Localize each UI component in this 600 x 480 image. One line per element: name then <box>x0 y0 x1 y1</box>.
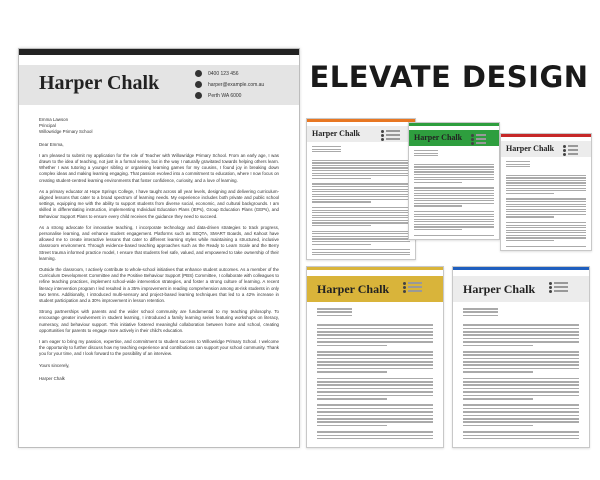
text-line <box>506 246 586 247</box>
text-line <box>317 431 433 433</box>
text-line <box>312 233 410 234</box>
text-line <box>317 328 433 330</box>
text-line <box>463 361 579 363</box>
text-line <box>506 175 586 176</box>
text-line <box>506 206 586 207</box>
text-line <box>463 431 579 433</box>
text-line <box>506 216 554 217</box>
text-line <box>414 153 438 154</box>
text-line <box>317 384 433 386</box>
paragraph: Outside the classroom, I actively contribute to whole-school initiatives that enhance student outcomes. As a member of the Curriculum Development Committee and the Positive Behaviour Support (PBS) Committee, I collaborate with colleagues to refine teaching practices, implement school-wide intervention strategies, and foster a strong culture of learning. A recent literacy intervention program I led resulted in a 35% improvement in reading comprehension among at-risk students in only two terms. Additionally, I introduced multi-sensory and project-based learning techniques that led to a 42% increase in student participation and a 30% improvement in lesson retention. <box>39 267 279 304</box>
text-line <box>317 435 433 437</box>
thumbnail-text <box>453 302 589 447</box>
thumbnail-text <box>501 157 591 251</box>
text-line <box>312 178 371 179</box>
text-line <box>463 351 579 353</box>
text-line <box>463 415 579 417</box>
text-line <box>463 368 579 370</box>
text-line <box>312 254 410 255</box>
recipient-block <box>39 117 279 136</box>
letter-header <box>19 65 299 105</box>
thumbnail-name: Harper Chalk <box>317 282 390 296</box>
text-line <box>317 378 433 380</box>
text-line <box>312 238 410 239</box>
text-line <box>506 211 586 212</box>
letter-top-bar <box>19 49 299 55</box>
text-line <box>463 324 579 326</box>
thumbnail-header <box>501 141 591 157</box>
text-line <box>463 435 579 437</box>
text-line <box>414 203 494 204</box>
text-line <box>414 179 494 180</box>
text-line <box>506 232 586 233</box>
thumbnail-header <box>409 130 499 146</box>
text-line <box>463 425 533 427</box>
contact-block <box>195 68 264 101</box>
text-line <box>463 334 579 336</box>
text-line <box>414 235 494 236</box>
text-line <box>506 180 586 181</box>
text-line <box>506 188 586 189</box>
text-line <box>414 177 494 178</box>
text-line <box>506 222 586 223</box>
text-line <box>317 315 352 317</box>
text-line <box>506 182 586 183</box>
text-line <box>414 229 462 230</box>
phone-icon <box>563 145 566 148</box>
text-line <box>414 219 494 220</box>
thumbnail-orange <box>306 118 416 260</box>
thumbnail-contact <box>563 144 578 156</box>
text-line <box>312 167 410 168</box>
text-line <box>317 404 433 406</box>
text-line <box>414 221 494 222</box>
thumbnail-accent-strip <box>453 267 589 270</box>
text-line <box>506 230 586 231</box>
headline: ELEVATE DESIGN <box>309 60 589 94</box>
thumbnail-gold <box>306 266 444 448</box>
text-line <box>463 395 579 397</box>
closing: Yours sincerely, <box>39 362 70 368</box>
text-line <box>414 216 494 217</box>
text-line <box>414 214 494 215</box>
text-line <box>463 421 579 423</box>
text-line <box>312 146 341 147</box>
text-line <box>506 235 586 236</box>
text-line <box>414 200 494 201</box>
text-line <box>463 381 579 383</box>
text-line <box>414 182 462 183</box>
text-line <box>312 222 410 223</box>
email-icon <box>563 149 566 152</box>
text-line <box>506 227 586 228</box>
thumbnail-accent-strip <box>307 267 443 270</box>
text-line <box>463 331 579 333</box>
thumbnail-red <box>500 133 592 251</box>
text-line <box>463 338 579 340</box>
text-line <box>463 411 579 413</box>
text-line <box>506 198 586 199</box>
text-line <box>463 364 579 366</box>
thumbnail-text <box>307 302 443 447</box>
text-line <box>414 198 494 199</box>
text-line <box>506 164 530 165</box>
text-line <box>463 378 579 380</box>
text-line <box>317 324 433 326</box>
text-line <box>312 175 410 176</box>
text-line <box>317 391 433 393</box>
text-line <box>317 341 433 343</box>
paragraph: I am pleased to submit my application for the role of Teacher with Willowridge Primary School. From an early age, I was drawn to the idea of teaching, not just in a formal sense, but in the way I naturally gravitated towards helping others learn. Whether I was tutoring a younger sibling or organising learning games for my cousins, I found joy in breaking down complex ideas and making learning engaging. That passion evolved into a commitment to education, where I now focus on creating student-centred learning environments that foster confidence, curiosity, and a love of learning. <box>39 152 279 183</box>
contact-email-text: harper@example.com.au <box>208 81 265 88</box>
text-line <box>317 361 433 363</box>
text-line <box>312 194 410 195</box>
text-line <box>312 217 410 218</box>
text-line <box>312 199 410 200</box>
text-line <box>312 236 410 237</box>
text-line <box>463 408 579 410</box>
text-line <box>312 149 341 150</box>
text-line <box>414 193 494 194</box>
text-line <box>414 171 494 172</box>
text-line <box>317 395 433 397</box>
text-line <box>317 411 433 413</box>
location-icon <box>549 290 552 293</box>
thumbnail-contact <box>471 133 486 145</box>
cover-letter-page <box>18 48 300 448</box>
text-line <box>312 160 410 161</box>
text-line <box>317 364 433 366</box>
text-line <box>317 415 433 417</box>
text-line <box>414 205 462 206</box>
thumbnail-header <box>453 276 589 302</box>
thumbnail-name: Harper Chalk <box>506 144 555 153</box>
signature-name: Harper Chalk <box>39 375 65 381</box>
text-line <box>414 155 438 156</box>
text-line <box>317 311 352 313</box>
text-line <box>317 368 433 370</box>
text-line <box>463 371 533 373</box>
text-line <box>463 345 533 347</box>
text-line <box>506 214 586 215</box>
text-line <box>506 204 586 205</box>
text-line <box>317 438 433 440</box>
recipient-title: Principal <box>39 123 56 129</box>
thumbnail-accent-strip <box>307 119 415 122</box>
text-line <box>312 173 410 174</box>
text-line <box>317 408 433 410</box>
text-line <box>463 391 579 393</box>
location-icon <box>563 153 566 156</box>
text-line <box>463 358 579 360</box>
text-line <box>312 220 410 221</box>
email-icon <box>195 81 202 88</box>
phone-icon <box>403 282 406 285</box>
thumbnail-text <box>409 146 499 240</box>
thumbnail-name: Harper Chalk <box>312 129 361 138</box>
text-line <box>317 345 387 347</box>
contact-phone <box>195 68 264 79</box>
text-line <box>506 201 586 202</box>
text-line <box>312 189 410 190</box>
text-line <box>312 212 410 213</box>
text-line <box>317 371 387 373</box>
text-line <box>463 388 579 390</box>
text-line <box>414 190 494 191</box>
recipient-name: Emma Lawson <box>39 117 69 122</box>
text-line <box>506 237 586 238</box>
text-line <box>312 183 410 184</box>
text-line <box>317 398 387 400</box>
text-line <box>312 225 371 226</box>
text-line <box>414 166 494 167</box>
thumbnail-text <box>307 142 415 260</box>
text-line <box>312 215 410 216</box>
thumbnail-accent-strip <box>409 123 499 126</box>
paragraph: As a strong advocate for innovative teaching, I incorporate technology and data-driven strategies to track progress, personalise learning, and enhance student engagement. Platforms such as SEQTA, SMART Boards, and Kahoot have allowed me to create interactive lessons that cater to different learning styles while maintaining a structured, inclusive classroom environment. Through evidence-based teaching approaches such as the Ready to Learn Scale and the Berry Street trauma informed practice model, I ensure that students feel safe, valued, and empowered to take ownership of their learning. <box>39 224 279 261</box>
text-line <box>317 338 433 340</box>
text-line <box>312 162 410 163</box>
text-line <box>506 177 586 178</box>
text-line <box>312 244 371 245</box>
text-line <box>317 388 433 390</box>
text-line <box>463 384 579 386</box>
thumbnail-contact <box>549 281 568 293</box>
text-line <box>506 166 530 167</box>
email-icon <box>403 286 406 289</box>
text-line <box>463 418 579 420</box>
contact-location <box>195 90 264 101</box>
text-line <box>317 358 433 360</box>
location-icon <box>381 138 384 141</box>
text-line <box>312 151 341 152</box>
thumbnail-accent-strip <box>501 134 591 137</box>
text-line <box>312 207 410 208</box>
text-line <box>312 231 410 232</box>
text-line <box>463 315 498 317</box>
text-line <box>414 224 494 225</box>
text-line <box>312 241 410 242</box>
greeting: Dear Emma, <box>39 141 64 147</box>
paragraph: As a primary educator at Hope Springs College, I have taught across all year levels, designing and delivering curriculum-aligned lessons that cater to a broad spectrum of learning needs. My experience includes both private and public school settings, equipping me with the ability to support students from diverse social, economic, and cultural backgrounds. I am skilled in differentiating instruction, implementing Individual Education Plans (IEPs), Group Education Plans (GEPs), and Behaviour Support Plans to ensure every child receives the guidance they need to succeed. <box>39 188 279 219</box>
text-line <box>414 187 494 188</box>
text-line <box>506 209 586 210</box>
text-line <box>312 252 410 253</box>
email-icon <box>471 138 474 141</box>
text-line <box>463 398 533 400</box>
text-line <box>463 404 579 406</box>
text-line <box>317 381 433 383</box>
recipient-school: Willowridge Primary School <box>39 129 93 135</box>
text-line <box>506 185 586 186</box>
text-line <box>463 341 579 343</box>
text-line <box>317 421 433 423</box>
text-line <box>414 169 494 170</box>
location-icon <box>471 142 474 145</box>
text-line <box>317 308 352 310</box>
email-icon <box>549 286 552 289</box>
text-line <box>414 211 494 212</box>
thumbnail-green <box>408 122 500 240</box>
text-line <box>463 328 579 330</box>
text-line <box>312 191 410 192</box>
text-line <box>506 193 554 194</box>
phone-icon <box>549 282 552 285</box>
text-line <box>317 331 433 333</box>
text-line <box>312 196 410 197</box>
text-line <box>414 164 494 165</box>
contact-phone-text: 0400 123 456 <box>208 70 239 77</box>
text-line <box>414 195 494 196</box>
text-line <box>312 170 410 171</box>
text-line <box>312 186 410 187</box>
text-line <box>312 201 371 202</box>
paragraph: I am eager to bring my passion, expertise, and commitment to student success to Willowridge Primary School. I welcome the opportunity to further discuss how my teaching experience and contributions can support your school community. Thank you for your time, and I look forward to the possibility of an interview. <box>39 339 279 357</box>
thumbnail-name: Harper Chalk <box>463 282 536 296</box>
text-line <box>463 354 579 356</box>
text-line <box>414 174 494 175</box>
text-line <box>506 225 586 226</box>
contact-location-text: Perth WA 6000 <box>208 92 242 99</box>
paragraph: Strong partnerships with parents and the wider school community are fundamental to my teaching philosophy. To encourage greater involvement in student learning, I introduced a family learning series featuring workshops on literacy, numeracy, and behaviour support. This initiative fostered meaningful collaboration between home and school, creating opportunities for parents to engage more actively in their child's education. <box>39 309 279 333</box>
letter-name: Harper Chalk <box>39 72 160 94</box>
location-icon <box>195 92 202 99</box>
phone-icon <box>471 134 474 137</box>
text-line <box>506 161 530 162</box>
letter-body <box>19 105 299 382</box>
phone-icon <box>195 70 202 77</box>
text-line <box>463 311 498 313</box>
text-line <box>506 190 586 191</box>
text-line <box>317 334 433 336</box>
thumbnail-header <box>307 126 415 142</box>
thumbnail-header <box>307 276 443 302</box>
text-line <box>506 240 554 241</box>
email-icon <box>381 134 384 137</box>
text-line <box>414 150 438 151</box>
location-icon <box>403 290 406 293</box>
text-line <box>463 308 498 310</box>
phone-icon <box>381 130 384 133</box>
contact-email <box>195 79 264 90</box>
thumbnail-blue <box>452 266 590 448</box>
thumbnail-contact <box>403 281 422 293</box>
thumbnail-contact <box>381 129 400 141</box>
text-line <box>312 249 410 250</box>
text-line <box>317 351 433 353</box>
text-line <box>317 425 387 427</box>
text-line <box>317 354 433 356</box>
text-line <box>463 438 579 440</box>
thumbnail-name: Harper Chalk <box>414 133 463 142</box>
text-line <box>317 418 433 420</box>
text-line <box>414 226 494 227</box>
text-line <box>312 210 410 211</box>
text-line <box>312 165 410 166</box>
